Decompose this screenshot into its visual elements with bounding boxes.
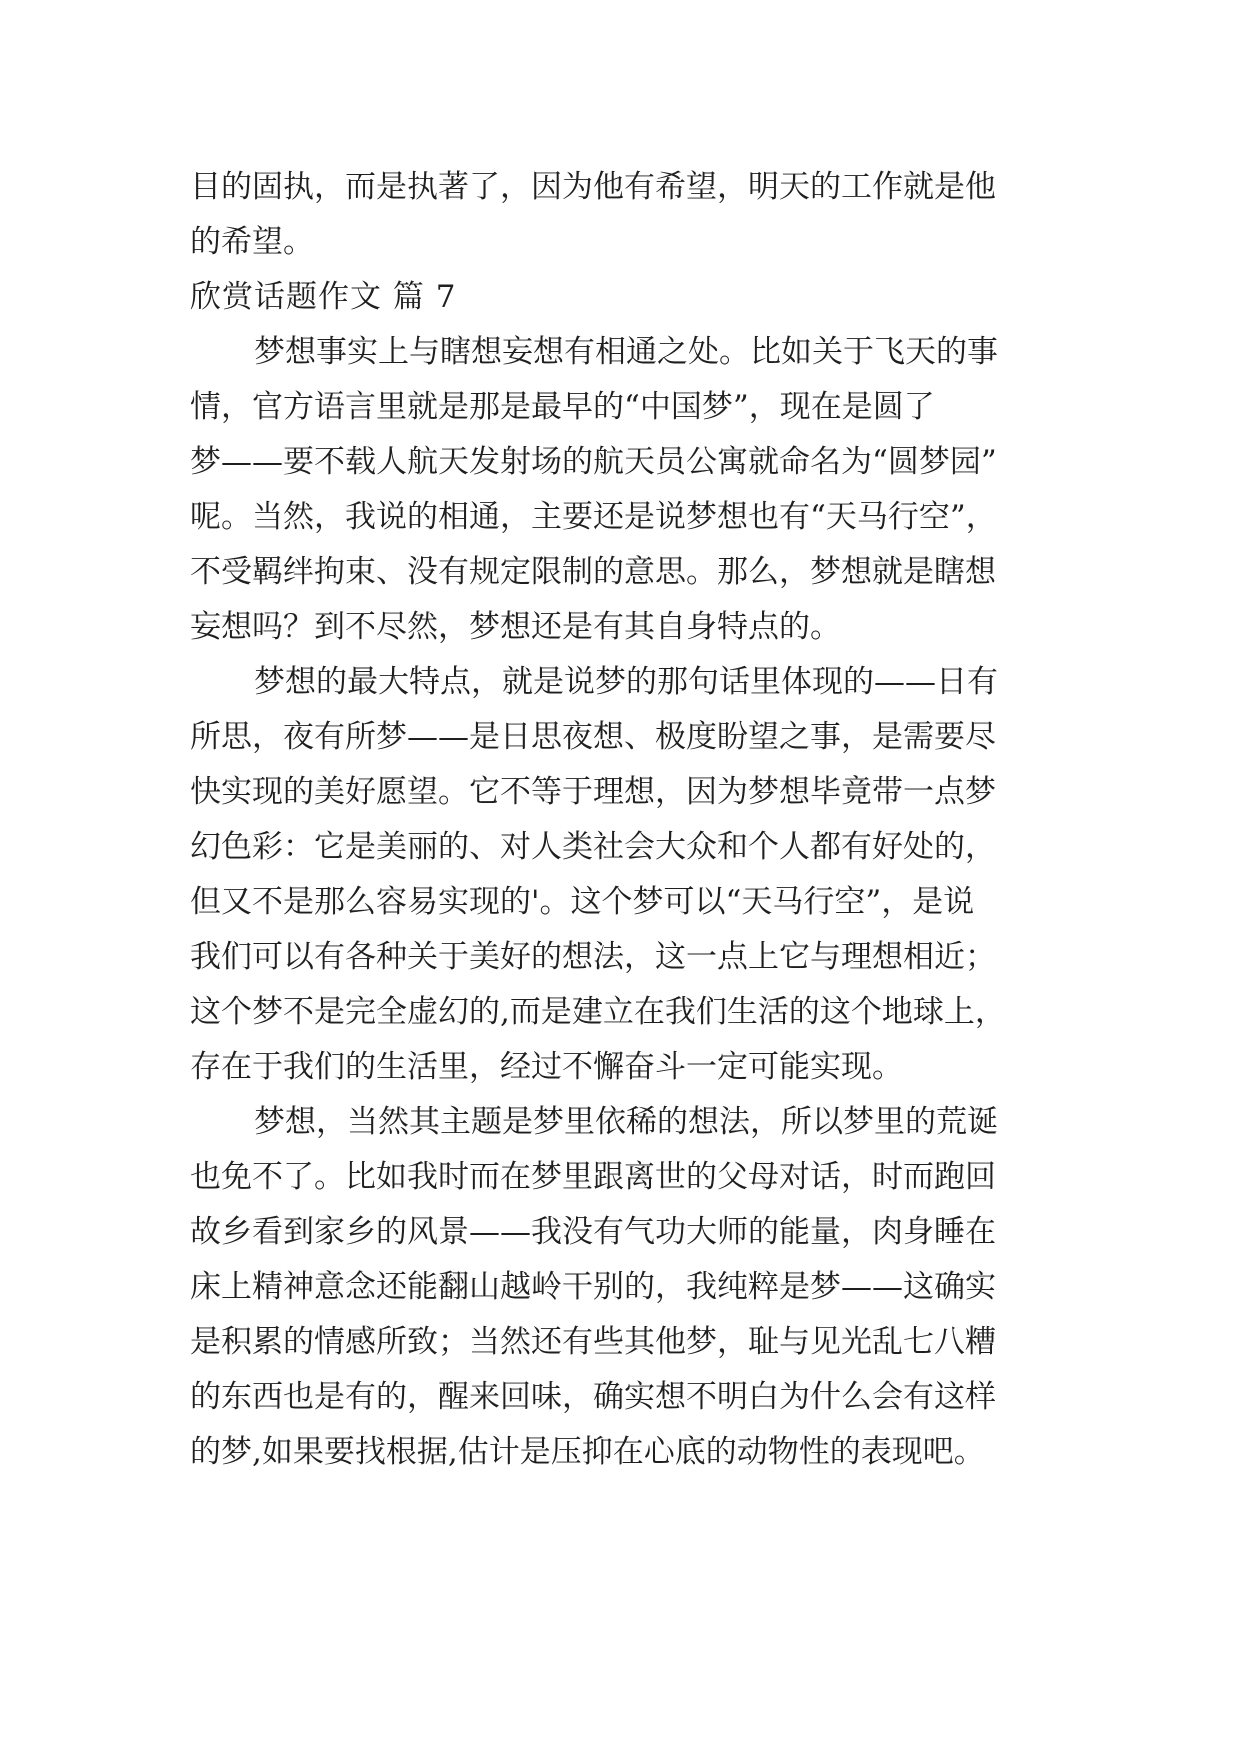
text-line: 的东西也是有的，醒来回味，确实想不明白为什么会有这样 (190, 1379, 996, 1415)
text-line: 妄想吗？到不尽然，梦想还是有其自身特点的。 (190, 609, 841, 645)
continuation-paragraph (190, 160, 1070, 270)
text-line: 我们可以有各种关于美好的想法，这一点上它与理想相近； (190, 939, 996, 975)
text-line: 故乡看到家乡的风景——我没有气功大师的能量，肉身睡在 (190, 1214, 996, 1250)
paragraph-3 (190, 1095, 1070, 1480)
text-line: 梦想的最大特点，就是说梦的那句话里体现的——日有 (254, 664, 998, 700)
text-line: 梦想，当然其主题是梦里依稀的想法，所以梦里的荒诞 (254, 1104, 998, 1140)
text-line: 梦想事实上与瞎想妄想有相通之处。比如关于飞天的事 (254, 334, 998, 370)
text-line: 是积累的情感所致；当然还有些其他梦，耻与见光乱七八糟 (190, 1324, 996, 1360)
text-line: 快实现的美好愿望。它不等于理想，因为梦想毕竟带一点梦 (190, 774, 996, 810)
text-line: 所思，夜有所梦——是日思夜想、极度盼望之事，是需要尽 (190, 719, 996, 755)
text-line: 不受羁绊拘束、没有规定限制的意思。那么，梦想就是瞎想 (190, 554, 996, 590)
text-line: 床上精神意念还能翻山越岭干别的，我纯粹是梦——这确实 (190, 1269, 996, 1305)
paragraph-2 (190, 655, 1070, 1095)
text-line: 也免不了。比如我时而在梦里跟离世的父母对话，时而跑回 (190, 1159, 996, 1195)
text-line: 呢。当然，我说的相通，主要还是说梦想也有“天马行空”， (190, 499, 997, 535)
paragraph-1 (190, 325, 1070, 655)
section-title: 欣赏话题作文 篇 7 (190, 279, 457, 315)
text-line: 的梦,如果要找根据,估计是压抑在心底的动物性的表现吧。 (190, 1434, 985, 1470)
text-line: 但又不是那么容易实现的'。这个梦可以“天马行空”，是说 (190, 884, 975, 920)
text-line: 这个梦不是完全虚幻的,而是建立在我们生活的这个地球上， (190, 994, 1006, 1030)
text-line: 情，官方语言里就是那是最早的“中国梦”，现在是圆了 (190, 389, 935, 425)
text-line: 存在于我们的生活里，经过不懈奋斗一定可能实现。 (190, 1049, 903, 1085)
text-line: 梦——要不载人航天发射场的航天员公寓就命名为“圆梦园” (190, 444, 997, 480)
text-line: 目的固执，而是执著了，因为他有希望，明天的工作就是他 (190, 169, 996, 205)
text-line: 的希望。 (190, 224, 314, 260)
document-body (190, 160, 1070, 1480)
text-line: 幻色彩：它是美丽的、对人类社会大众和个人都有好处的， (190, 829, 996, 865)
